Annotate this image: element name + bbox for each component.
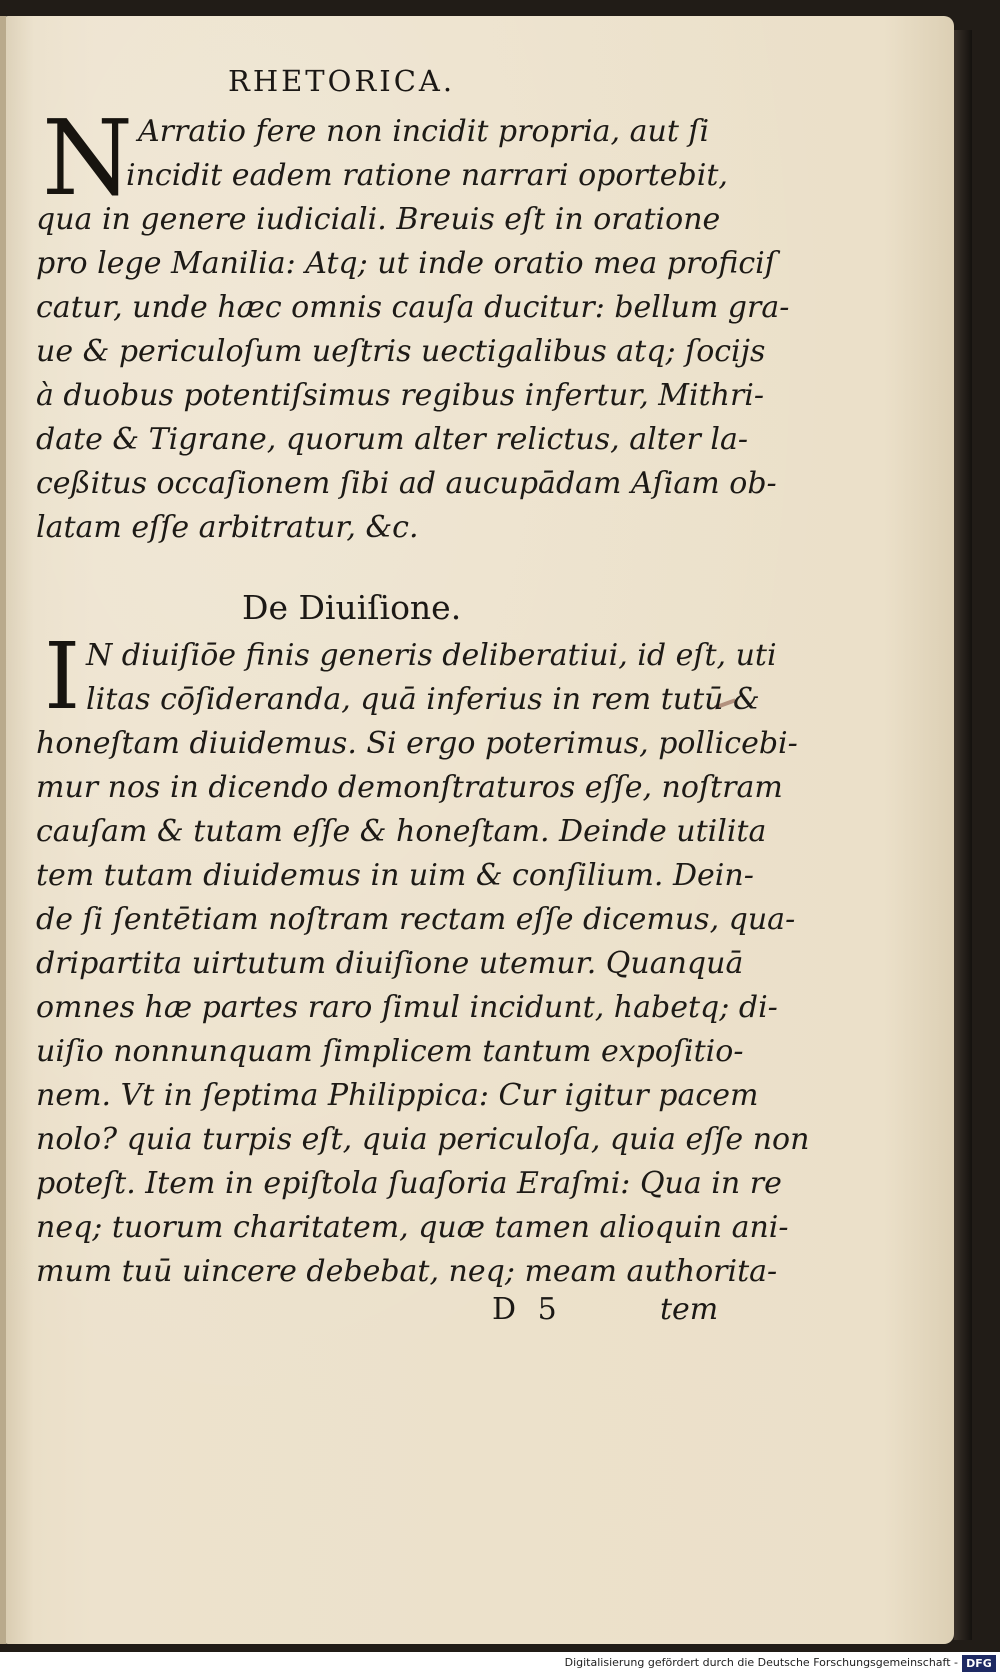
divisione-line: litas cōſideranda, quā inferius in rem tutū & [86, 682, 760, 717]
drop-cap-i: I [44, 623, 81, 730]
divisione-line: nolo? quia turpis eſt, quia periculoſa, quia eſſe non [36, 1122, 810, 1157]
section-heading: De Diuiſione. [242, 588, 462, 627]
divisione-line: de ſi ſentētiam noſtram rectam eſſe dicemus, qua- [36, 902, 796, 937]
divisione-line: mur nos in dicendo demonſtraturos eſſe, noſtram [36, 770, 783, 805]
divisione-line: N diuiſiōe finis generis deliberatiui, id eſt, uti [86, 638, 777, 673]
narratio-line: latam eſſe arbitratur, &c. [36, 510, 419, 545]
narratio-line: incidit eadem ratione narrari oportebit, [126, 158, 728, 193]
divisione-line: neq; tuorum charitatem, quæ tamen alioquin ani- [36, 1210, 789, 1245]
narratio-line: date & Tigrane, quorum alter relictus, alter la- [36, 422, 748, 457]
narratio-line: à duobus potentiſsimus regibus infertur, Mithri- [36, 378, 765, 413]
dfg-logo: DFG [962, 1655, 996, 1672]
narratio-line: qua in genere iudiciali. Breuis eſt in oratione [36, 202, 721, 237]
divisione-line: mum tuū uincere debebat, neq; meam authorita- [36, 1254, 778, 1289]
narratio-line: ceßitus occaſionem ſibi ad aucupādam Aſiam ob- [36, 466, 777, 501]
divisione-line: dripartita uirtutum diuiſione utemur. Quanquā [36, 946, 744, 981]
digitization-footer [0, 1652, 1000, 1676]
divisione-line: honeſtam diuidemus. Si ergo poterimus, pollicebi- [36, 726, 798, 761]
funding-credit: Digitalisierung gefördert durch die Deutsche Forschungsgemeinschaft - [564, 1656, 958, 1669]
divisione-line: nem. Vt in ſeptima Philippica: Cur igitur pacem [36, 1078, 759, 1113]
running-title: RHETORICA. [228, 64, 456, 98]
divisione-line: cauſam & tutam eſſe & honeſtam. Deinde utilita [36, 814, 767, 849]
divisione-line: poteſt. Item in epiſtola ſuaſoria Eraſmi: Qua in re [36, 1166, 782, 1201]
divisione-line: omnes hæ partes raro ſimul incidunt, habetq; di- [36, 990, 778, 1025]
narratio-line: pro lege Manilia: Atq; ut inde oratio mea proficiſ [36, 246, 776, 281]
narratio-line: ue & periculoſum ueſtris uectigalibus atq; ſocijs [36, 334, 766, 369]
narratio-line: catur, unde hæc omnis cauſa ducitur: bellum gra- [36, 290, 790, 325]
drop-cap-n: N [42, 97, 133, 219]
signature-mark: D 5 [492, 1292, 563, 1327]
narratio-line: Arratio fere non incidit propria, aut ſi [138, 114, 710, 149]
divisione-line: uiſio nonnunquam ſimplicem tantum expoſitio- [36, 1034, 744, 1069]
catchword: tem [660, 1292, 719, 1327]
divisione-line: tem tutam diuidemus in uim & conſilium. Dein- [36, 858, 754, 893]
